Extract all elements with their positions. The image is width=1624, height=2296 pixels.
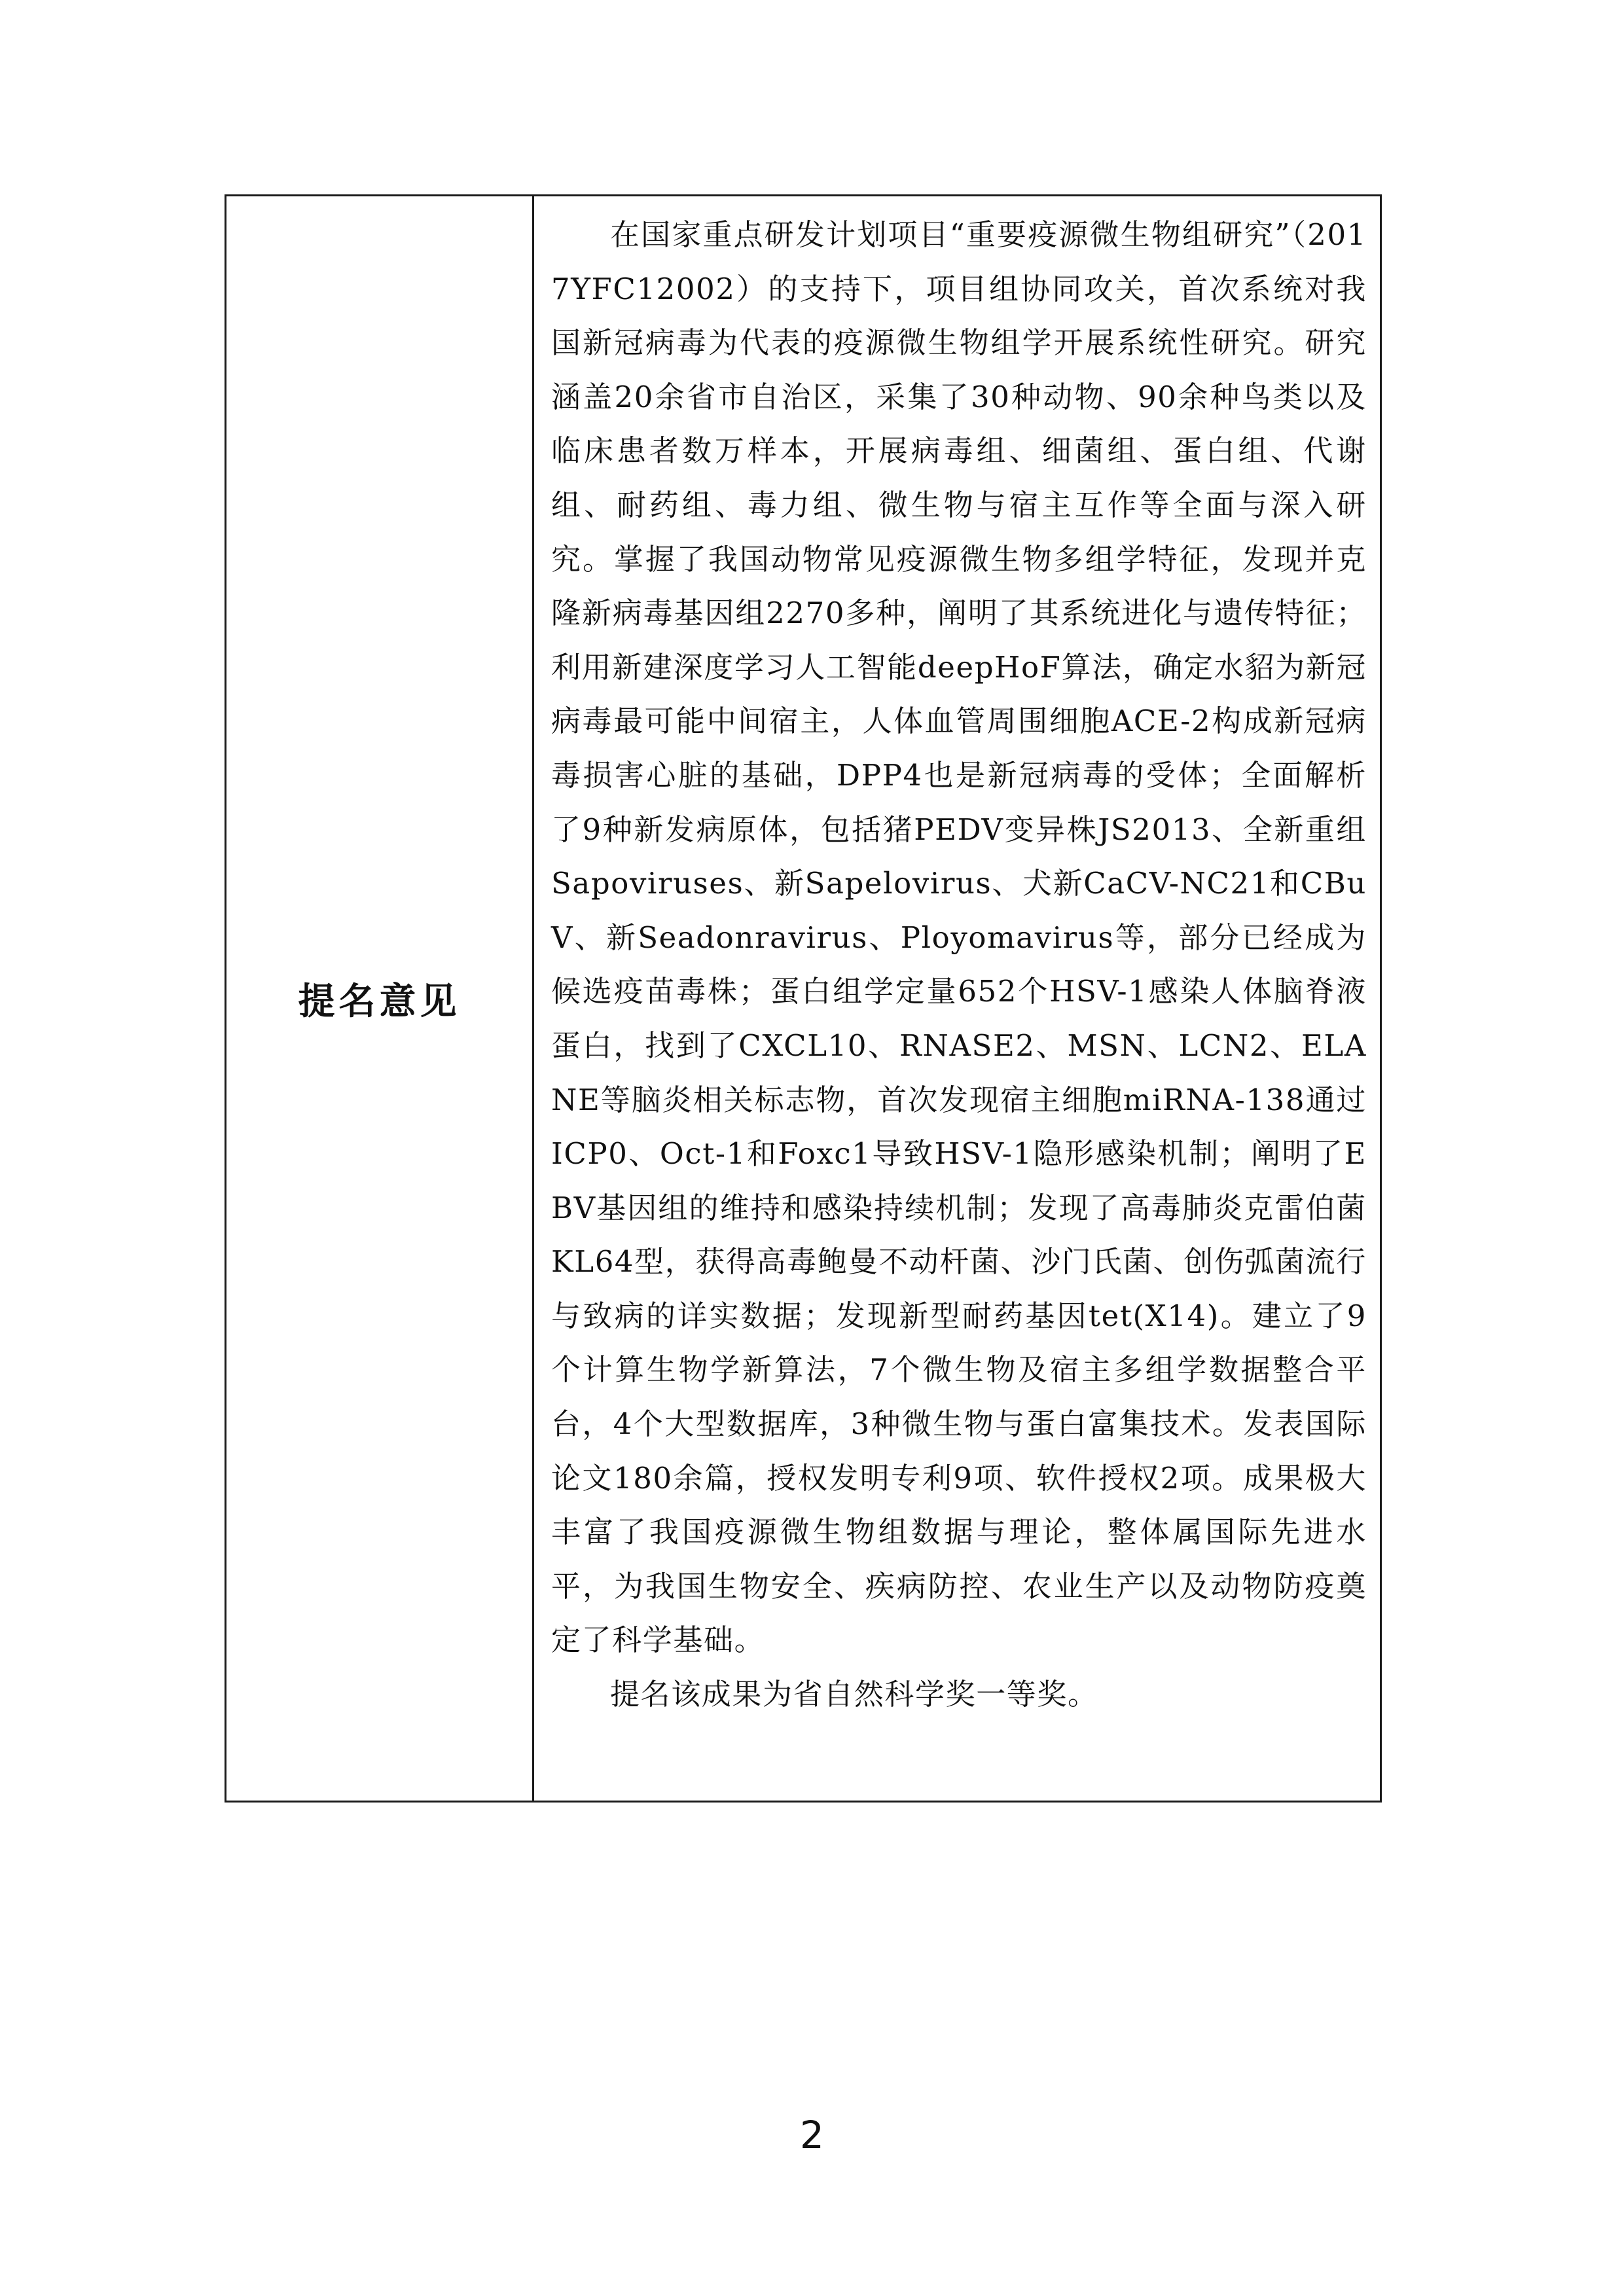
- label-cell: [226, 196, 534, 1801]
- opinion-paragraph: 在国家重点研发计划项目“重要疫源微生物组研究”（2017YFC12002）的支持下，项目组协同攻关，首次系统对我国新冠病毒为代表的疫源微生物组学开展系统性研究。研究涵盖20余省市自治区，采集了30种动物、90余种鸟类以及临床患者数万样本，开展病毒组、细菌组、蛋白组、代谢组、耐药组、毒力组、微生物与宿主互作等全面与深入研究。掌握了我国动物常见疫源微生物多组学特征，发现并克隆新病毒基因组2270多种，阐明了其系统进化与遗传特征；利用新建深度学习人工智能deepHoF算法，确定水貂为新冠病毒最可能中间宿主，人体血管周围细胞ACE-2构成新冠病毒损害心脏的基础，DPP4也是新冠病毒的受体；全面解析了9种新发病原体，包括猪PEDV变异株JS2013、全新重组Sapoviruses、新Sapelovirus、犬新CaCV-NC21和CBuV、新Seadonravirus、Ployomavirus等，部分已经成为候选疫苗毒株；蛋白组学定量652个HSV-1感染人体脑脊液蛋白，找到了CXCL10、RNASE2、MSN、LCN2、ELANE等脑炎相关标志物，首次发现宿主细胞miRNA-138通过ICP0、Oct-1和Foxc1导致HSV-1隐形感染机制；阐明了EBV基因组的维持和感染持续机制；发现了高毒肺炎克雷伯菌KL64型，获得高毒鲍曼不动杆菌、沙门氏菌、创伤弧菌流行与致病的详实数据；发现新型耐药基因tet(X14)。建立了9个计算生物学新算法，7个微生物及宿主多组学数据整合平台，4个大型数据库，3种微生物与蛋白富集技术。发表国际论文180余篇，授权发明专利9项、软件授权2项。成果极大丰富了我国疫源微生物组数据与理论，整体属国际先进水平，为我国生物安全、疾病防控、农业生产以及动物防疫奠定了科学基础。: [551, 217, 1367, 1658]
- recommendation-paragraph: 提名该成果为省自然科学奖一等奖。: [610, 1677, 1098, 1712]
- nomination-opinion-label: 提名意见: [298, 980, 461, 1023]
- nomination-table: [225, 194, 1382, 1803]
- content-cell: [534, 196, 1380, 1801]
- page-number: 2: [800, 2113, 824, 2157]
